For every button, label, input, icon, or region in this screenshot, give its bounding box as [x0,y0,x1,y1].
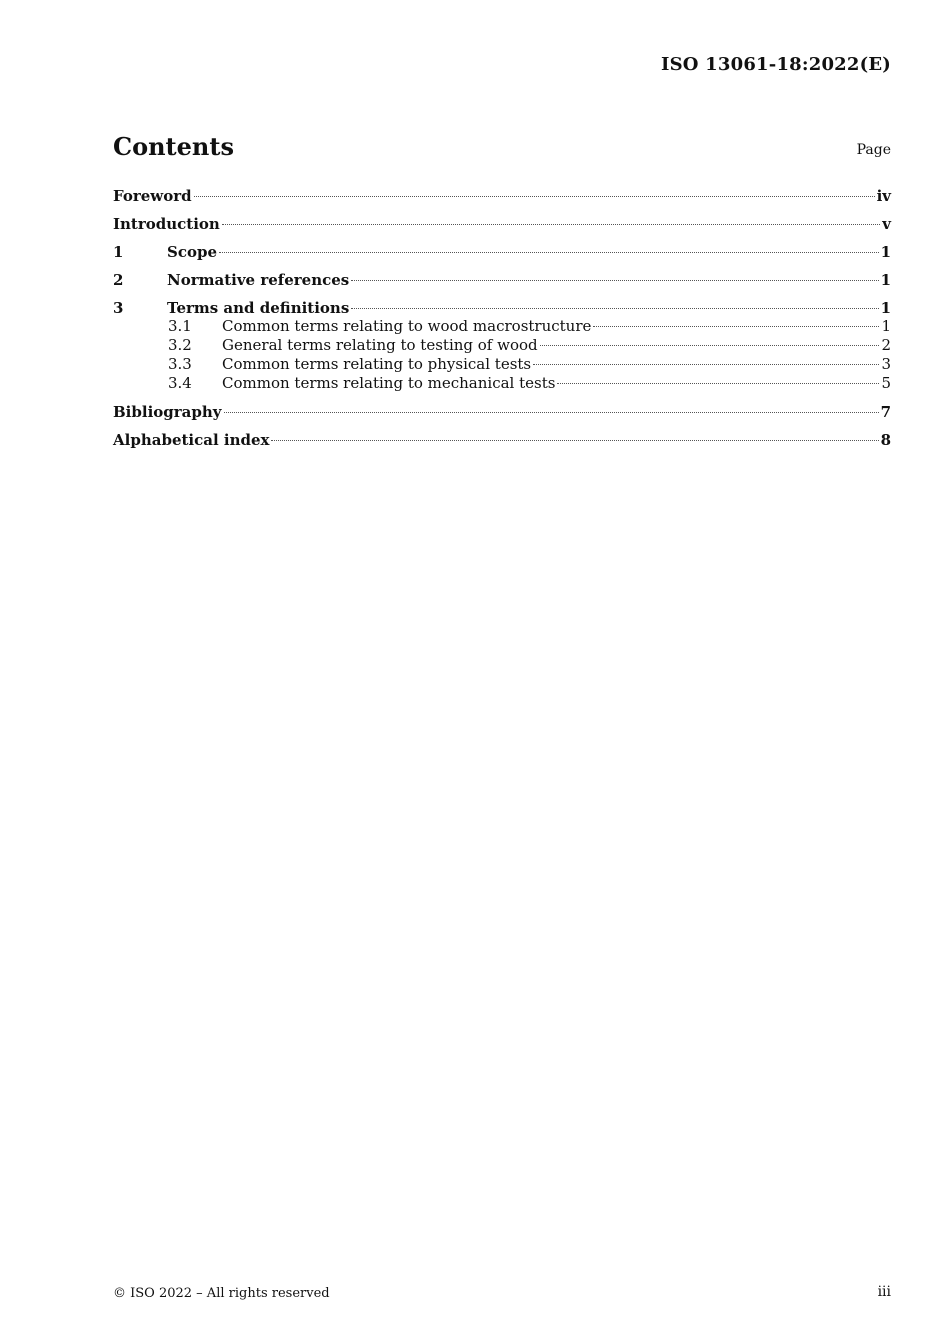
toc-entry-introduction[interactable] [113,214,891,242]
toc-entry-title: Terms and definitions [167,299,350,317]
toc-entry-title: Scope [167,243,218,261]
toc-subentry-physical-tests[interactable] [113,355,891,374]
toc-entry-scope[interactable] [113,242,891,270]
toc-entry-page: iv [876,187,891,205]
dot-leader [351,279,878,281]
toc-entry-number: 3.3 [168,355,192,373]
toc-entry-number: 3 [113,299,124,317]
contents-heading: Contents [113,132,234,161]
toc-entry-bibliography[interactable] [113,402,891,430]
toc-entry-page: v [882,215,891,233]
table-of-contents [113,186,891,458]
toc-entry-alphabetical-index[interactable] [113,430,891,458]
toc-entry-number: 1 [113,243,124,261]
toc-entry-page: 1 [880,243,891,261]
toc-entry-title: Foreword [113,187,192,205]
toc-entry-page: 7 [880,403,891,421]
toc-entry-page: 1 [880,271,891,289]
dot-leader [222,223,880,225]
copyright-notice: © ISO 2022 – All rights reserved [113,1286,330,1301]
toc-entry-number: 3.4 [168,374,192,392]
toc-entry-terms-and-definitions[interactable] [113,298,891,317]
toc-subentry-mechanical-tests[interactable] [113,374,891,402]
toc-entry-title: Introduction [113,215,220,233]
document-id: ISO 13061-18:2022(E) [660,54,891,75]
dot-leader [540,344,880,346]
dot-leader [271,439,878,441]
toc-entry-page: 1 [881,317,891,335]
toc-entry-title: Bibliography [113,403,222,421]
page-column-label: Page [856,142,891,158]
toc-entry-title: Common terms relating to mechanical tests [222,374,556,392]
toc-entry-page: 2 [881,336,891,354]
dot-leader [194,195,875,197]
toc-subentry-wood-macrostructure[interactable] [113,317,891,336]
toc-entry-number: 3.1 [168,317,192,335]
toc-entry-page: 3 [881,355,891,373]
toc-entry-title: General terms relating to testing of wood [222,336,538,354]
toc-entry-title: Common terms relating to physical tests [222,355,532,373]
dot-leader [557,382,879,384]
toc-entry-page: 5 [881,374,891,392]
toc-entry-foreword[interactable] [113,186,891,214]
toc-entry-title: Alphabetical index [113,431,270,449]
toc-entry-page: 1 [880,299,891,317]
dot-leader [351,307,878,309]
toc-entry-normative-references[interactable] [113,270,891,298]
page-number: iii [877,1284,891,1300]
toc-entry-page: 8 [880,431,891,449]
dot-leader [533,363,879,365]
dot-leader [219,251,879,253]
toc-subentry-testing-of-wood[interactable] [113,336,891,355]
toc-entry-number: 3.2 [168,336,192,354]
toc-entry-title: Normative references [167,271,350,289]
dot-leader [593,325,879,327]
dot-leader [224,411,879,413]
toc-entry-number: 2 [113,271,124,289]
toc-entry-title: Common terms relating to wood macrostructure [222,317,592,335]
